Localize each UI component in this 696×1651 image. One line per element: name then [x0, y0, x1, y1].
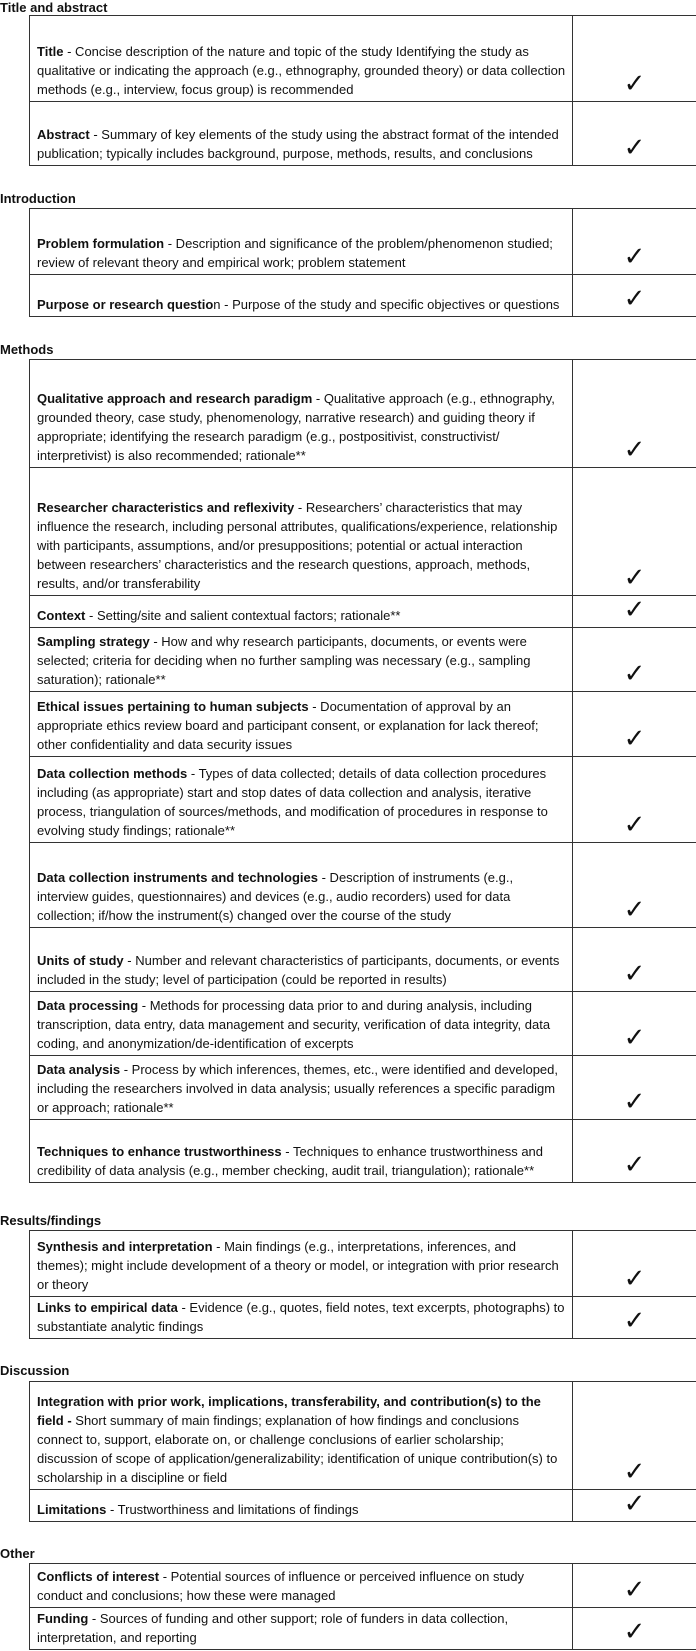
item-name: Purpose or research questio	[37, 297, 214, 312]
checklist-row	[30, 1382, 696, 1490]
item-name: Sampling strategy	[37, 634, 150, 649]
checkmark-icon: ✓	[623, 563, 646, 593]
item-description	[30, 692, 573, 757]
checkmark-icon: ✓	[623, 1489, 646, 1519]
item-name: Data analysis	[37, 1062, 121, 1077]
item-text: - Setting/site and salient contextual factors; rationale**	[85, 608, 401, 623]
checklist-row	[30, 360, 696, 468]
checklist-table	[29, 1230, 696, 1339]
item-name: Integration with prior work, implications, transferability, and contribution(s) to the field -	[37, 1394, 541, 1428]
item-description	[30, 992, 573, 1056]
item-description	[30, 1056, 573, 1120]
checkmark-icon: ✓	[623, 1575, 646, 1605]
section-title: Other	[0, 1546, 35, 1561]
checklist-row	[30, 628, 696, 692]
item-text: - Summary of key elements of the study using the abstract format of the intended publication; typically includes background, purpose, methods, results, and conclusions	[37, 127, 559, 161]
item-name: Limitations	[37, 1502, 107, 1517]
section-title: Discussion	[0, 1363, 70, 1378]
item-name: Researcher characteristics and reflexivity	[37, 500, 295, 515]
item-name: Data processing	[37, 998, 139, 1013]
checklist-row	[30, 1297, 696, 1339]
item-name: Units of study	[37, 953, 124, 968]
item-name: Context	[37, 608, 86, 623]
item-name: Synthesis and interpretation	[37, 1239, 213, 1254]
checklist-table	[29, 1381, 696, 1522]
item-name: Problem formulation	[37, 236, 165, 251]
item-name: Links to empirical data	[37, 1300, 178, 1315]
item-description	[30, 1231, 573, 1297]
checkmark-icon: ✓	[623, 1306, 646, 1336]
checkmark-icon: ✓	[623, 1087, 646, 1117]
checklist-row	[30, 1056, 696, 1120]
item-text: - Methods for processing data prior to and during analysis, including transcription, data entry, data management and security, verification of data integrity, data coding, and anonymization/de-identification of excerpts	[37, 998, 551, 1051]
item-name: Ethical issues pertaining to human subjects	[37, 699, 309, 714]
item-name: Title	[37, 44, 64, 59]
item-name: Data collection instruments and technologies	[37, 870, 318, 885]
item-name: Qualitative approach and research paradigm	[37, 391, 313, 406]
checkmark-icon: ✓	[623, 69, 646, 99]
section-title: Results/findings	[0, 1213, 102, 1228]
checklist-row	[30, 102, 696, 166]
item-text: - Qualitative approach (e.g., ethnography, grounded theory, case study, phenomenology, narrative research) and guiding theory if appropriate; identifying the research paradigm (e.g., postpositivist, constructivist/ interpretivist) is also recommended; rationale**	[37, 391, 555, 463]
section-title: Introduction	[0, 191, 76, 206]
checklist-row	[30, 757, 696, 843]
checklist-table	[29, 359, 696, 1183]
checkmark-icon: ✓	[623, 810, 646, 840]
checklist-row	[30, 596, 696, 628]
item-description	[30, 360, 573, 468]
checkmark-icon: ✓	[623, 1617, 646, 1647]
item-description	[30, 1382, 573, 1490]
item-text: - Trustworthiness and limitations of findings	[106, 1502, 359, 1517]
item-description	[30, 1564, 573, 1608]
item-text: Short summary of main findings; explanation of how findings and conclusions connect to, support, elaborate on, or challenge conclusions of earlier scholarship; discussion of scope of application/generalizability; identification of unique contribution(s) to scholarship in a discipline or field	[37, 1413, 558, 1485]
item-text: - Number and relevant characteristics of participants, documents, or events included in the study; level of participation (could be reported in results)	[37, 953, 560, 987]
item-description	[30, 468, 573, 596]
item-description	[30, 596, 573, 628]
item-text: - Researchers’ characteristics that may influence the research, including personal attributes, qualifications/experience, relationship with participants, assumptions, and/or presuppositions; potential or actual interaction between researchers’ characteristics and the research questions, approach, methods, results, and/or transferability	[37, 500, 558, 591]
section-title: Title and abstract	[0, 0, 108, 15]
checklist-row	[30, 1608, 696, 1650]
item-description	[30, 1120, 573, 1183]
item-text: - Description of instruments (e.g., interview guides, questionnaires) and devices (e.g., audio recorders) used for data collection; if/how the instrument(s) changed over the course of the study	[37, 870, 514, 923]
checkmark-icon: ✓	[623, 1457, 646, 1487]
checkmark-icon: ✓	[623, 133, 646, 163]
item-text: n - Purpose of the study and specific objectives or questions	[213, 297, 560, 312]
item-text: - Process by which inferences, themes, etc., were identified and developed, including the researchers involved in data analysis; usually references a specific paradigm or approach; rationale**	[37, 1062, 559, 1115]
checkmark-icon: ✓	[623, 1150, 646, 1180]
item-description	[30, 275, 573, 317]
item-description	[30, 16, 573, 102]
checkmark-icon: ✓	[623, 1023, 646, 1053]
item-text: - Potential sources of influence or perceived influence on study conduct and conclusions; how these were managed	[37, 1569, 525, 1603]
item-text: - Sources of funding and other support; role of funders in data collection, interpretation, and reporting	[37, 1611, 509, 1645]
checklist-table	[29, 1563, 696, 1650]
item-name: Funding	[37, 1611, 89, 1626]
item-text: - Evidence (e.g., quotes, field notes, text excerpts, photographs) to substantiate analytic findings	[37, 1300, 565, 1334]
checkmark-icon: ✓	[623, 959, 646, 989]
item-description	[30, 757, 573, 843]
item-description	[30, 1608, 573, 1650]
item-description	[30, 102, 573, 166]
item-description	[30, 1490, 573, 1522]
section-title: Methods	[0, 342, 54, 357]
checklist-row	[30, 275, 696, 317]
item-description	[30, 1297, 573, 1339]
item-name: Abstract	[37, 127, 90, 142]
item-text: - Concise description of the nature and topic of the study Identifying the study as qualitative or indicating the approach (e.g., ethnography, grounded theory) or data collection methods (e.g., interview, focus group) is recommended	[37, 44, 566, 97]
checkmark-icon: ✓	[623, 242, 646, 272]
checkmark-icon: ✓	[623, 724, 646, 754]
checklist-table	[29, 208, 696, 317]
checklist-row	[30, 468, 696, 596]
checklist-row	[30, 1490, 696, 1522]
item-name: Conflicts of interest	[37, 1569, 160, 1584]
item-description	[30, 628, 573, 692]
item-text: - Description and significance of the problem/phenomenon studied; review of relevant theory and empirical work; problem statement	[37, 236, 553, 270]
checklist-row	[30, 16, 696, 102]
checklist-row	[30, 843, 696, 928]
item-text: - How and why research participants, documents, or events were selected; criteria for deciding when no further sampling was necessary (e.g., sampling saturation); rationale**	[37, 634, 531, 687]
checkmark-icon: ✓	[623, 435, 646, 465]
checkmark-icon: ✓	[623, 595, 646, 625]
checklist-row	[30, 928, 696, 992]
checkmark-icon: ✓	[623, 1264, 646, 1294]
checkmark-icon: ✓	[623, 659, 646, 689]
item-text: - Techniques to enhance trustworthiness and credibility of data analysis (e.g., member checking, audit trail, triangulation); rationale**	[37, 1144, 544, 1178]
checklist-table	[29, 15, 696, 166]
checklist-row	[30, 1564, 696, 1608]
checklist-row	[30, 692, 696, 757]
checklist-row	[30, 992, 696, 1056]
item-description	[30, 843, 573, 928]
item-text: - Documentation of approval by an appropriate ethics review board and participant consent, or explanation for lack thereof; other confidentiality and data security issues	[37, 699, 539, 752]
item-text: - Types of data collected; details of data collection procedures including (as appropriate) start and stop dates of data collection and analysis, iterative process, triangulation of sources/methods, and modification of procedures in response to evolving study findings; rationale**	[37, 766, 548, 838]
checklist-row	[30, 209, 696, 275]
item-description	[30, 928, 573, 992]
item-name: Techniques to enhance trustworthiness	[37, 1144, 282, 1159]
checklist-row	[30, 1120, 696, 1183]
checkmark-icon: ✓	[623, 284, 646, 314]
checklist-row	[30, 1231, 696, 1297]
item-name: Data collection methods	[37, 766, 188, 781]
item-description	[30, 209, 573, 275]
item-text: - Main findings (e.g., interpretations, inferences, and themes); might include development of a theory or model, or integration with prior research or theory	[37, 1239, 559, 1292]
checkmark-icon: ✓	[623, 895, 646, 925]
